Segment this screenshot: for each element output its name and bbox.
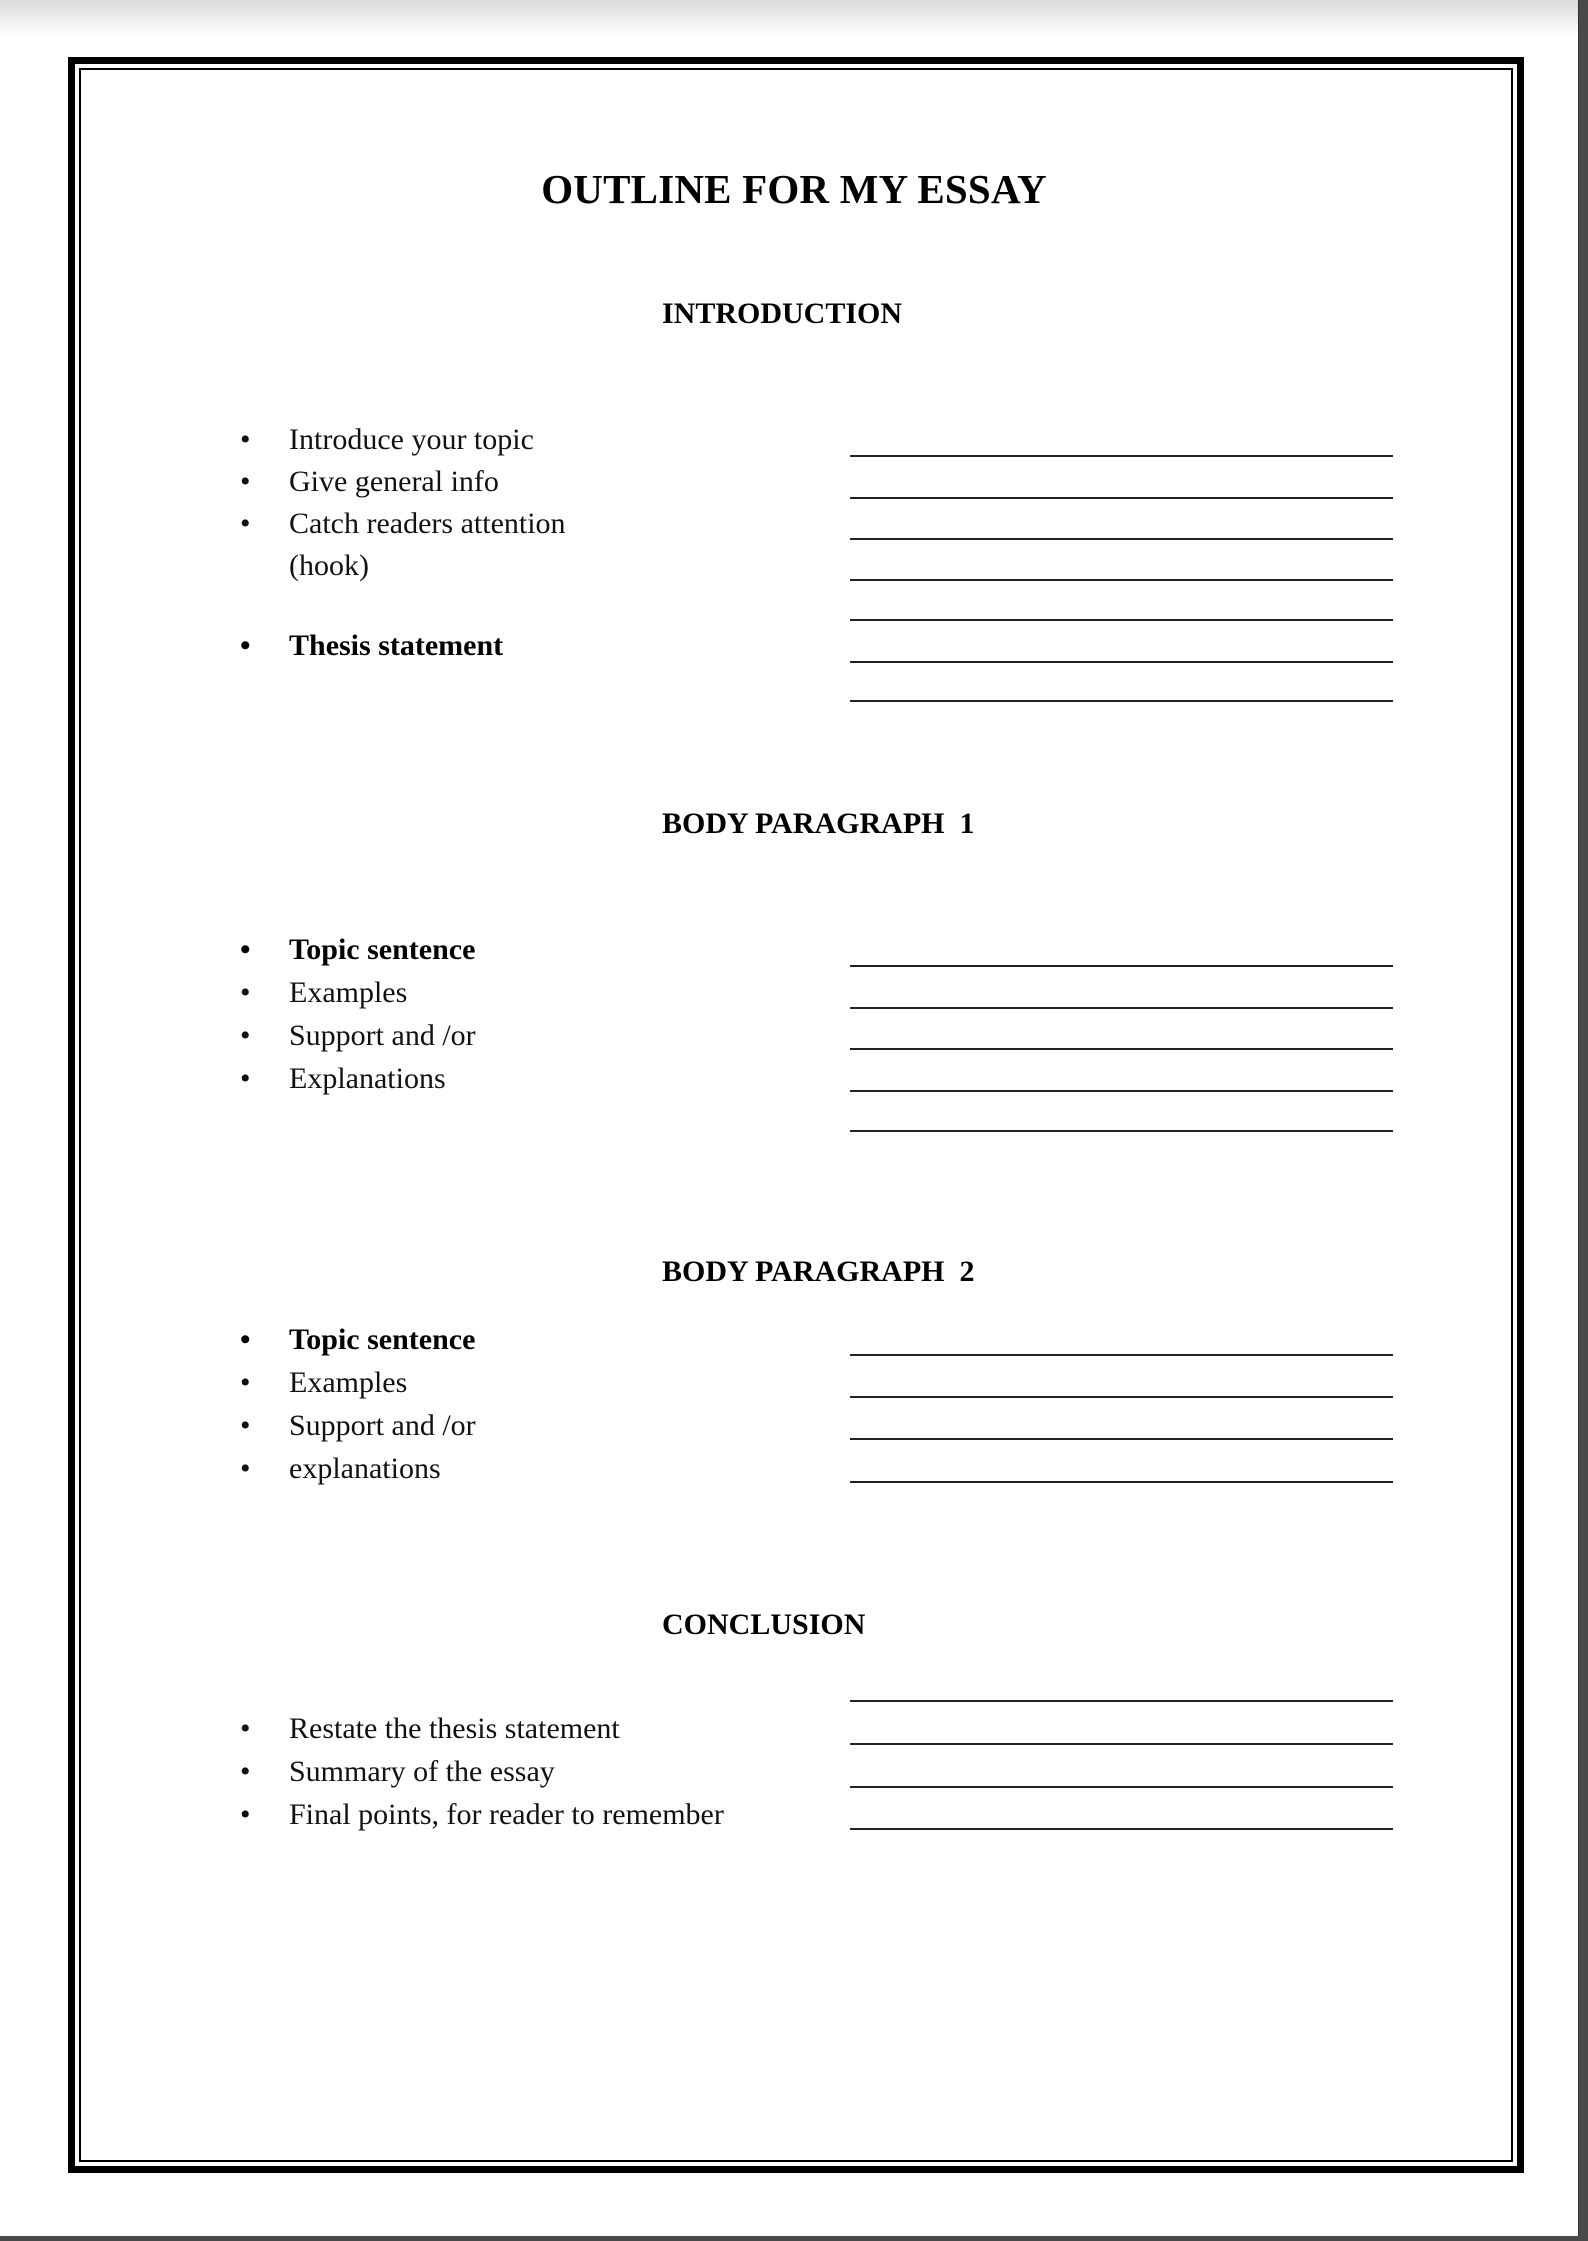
body-paragraph-2-list [240, 1318, 476, 1490]
list-item: • Explanations [240, 1057, 476, 1100]
writing-line[interactable] [850, 1090, 1393, 1092]
writing-line[interactable] [850, 1786, 1393, 1788]
list-item: • Support and /or [240, 1404, 476, 1447]
page-top-shadow [0, 0, 1578, 36]
writing-line[interactable] [850, 1828, 1393, 1830]
page-title: OUTLINE FOR MY ESSAY [541, 166, 1047, 212]
writing-line[interactable] [850, 1048, 1393, 1050]
list-item-topic: • Topic sentence [240, 928, 476, 971]
writing-line[interactable] [850, 579, 1393, 581]
writing-line[interactable] [850, 1743, 1393, 1745]
list-item: • Final points, for reader to remember [240, 1793, 724, 1836]
writing-line[interactable] [850, 1396, 1393, 1398]
writing-line[interactable] [850, 619, 1393, 621]
writing-line[interactable] [850, 700, 1393, 702]
writing-line[interactable] [850, 1700, 1393, 1702]
list-item: • Introduce your topic [240, 419, 566, 461]
writing-line[interactable] [850, 1438, 1393, 1440]
list-item: • Examples [240, 971, 476, 1014]
body-paragraph-1-heading: BODY PARAGRAPH 1 [662, 807, 975, 840]
conclusion-heading: CONCLUSION [662, 1608, 866, 1641]
writing-line[interactable] [850, 1481, 1393, 1483]
list-item: • Restate the thesis statement [240, 1707, 724, 1750]
list-item: • Give general info [240, 461, 566, 503]
body-paragraph-1-list [240, 928, 476, 1100]
writing-line[interactable] [850, 661, 1393, 663]
list-item-continuation: (hook) [289, 549, 369, 582]
introduction-list [240, 419, 566, 667]
page-border-inner [79, 68, 1513, 2162]
list-item: • Catch readers attention [240, 503, 566, 545]
introduction-heading: INTRODUCTION [662, 297, 903, 330]
writing-line[interactable] [850, 1007, 1393, 1009]
body-paragraph-2-heading: BODY PARAGRAPH 2 [662, 1255, 975, 1288]
writing-line[interactable] [850, 455, 1393, 457]
writing-line[interactable] [850, 497, 1393, 499]
list-item: • Examples [240, 1361, 476, 1404]
writing-line[interactable] [850, 1354, 1393, 1356]
writing-line[interactable] [850, 538, 1393, 540]
writing-line[interactable] [850, 965, 1393, 967]
list-item: • explanations [240, 1447, 476, 1490]
writing-line[interactable] [850, 1130, 1393, 1132]
list-item: • Support and /or [240, 1014, 476, 1057]
list-item-topic: • Topic sentence [240, 1318, 476, 1361]
list-item: • Summary of the essay [240, 1750, 724, 1793]
list-item-thesis: • Thesis statement [240, 625, 566, 667]
conclusion-list [240, 1707, 724, 1836]
